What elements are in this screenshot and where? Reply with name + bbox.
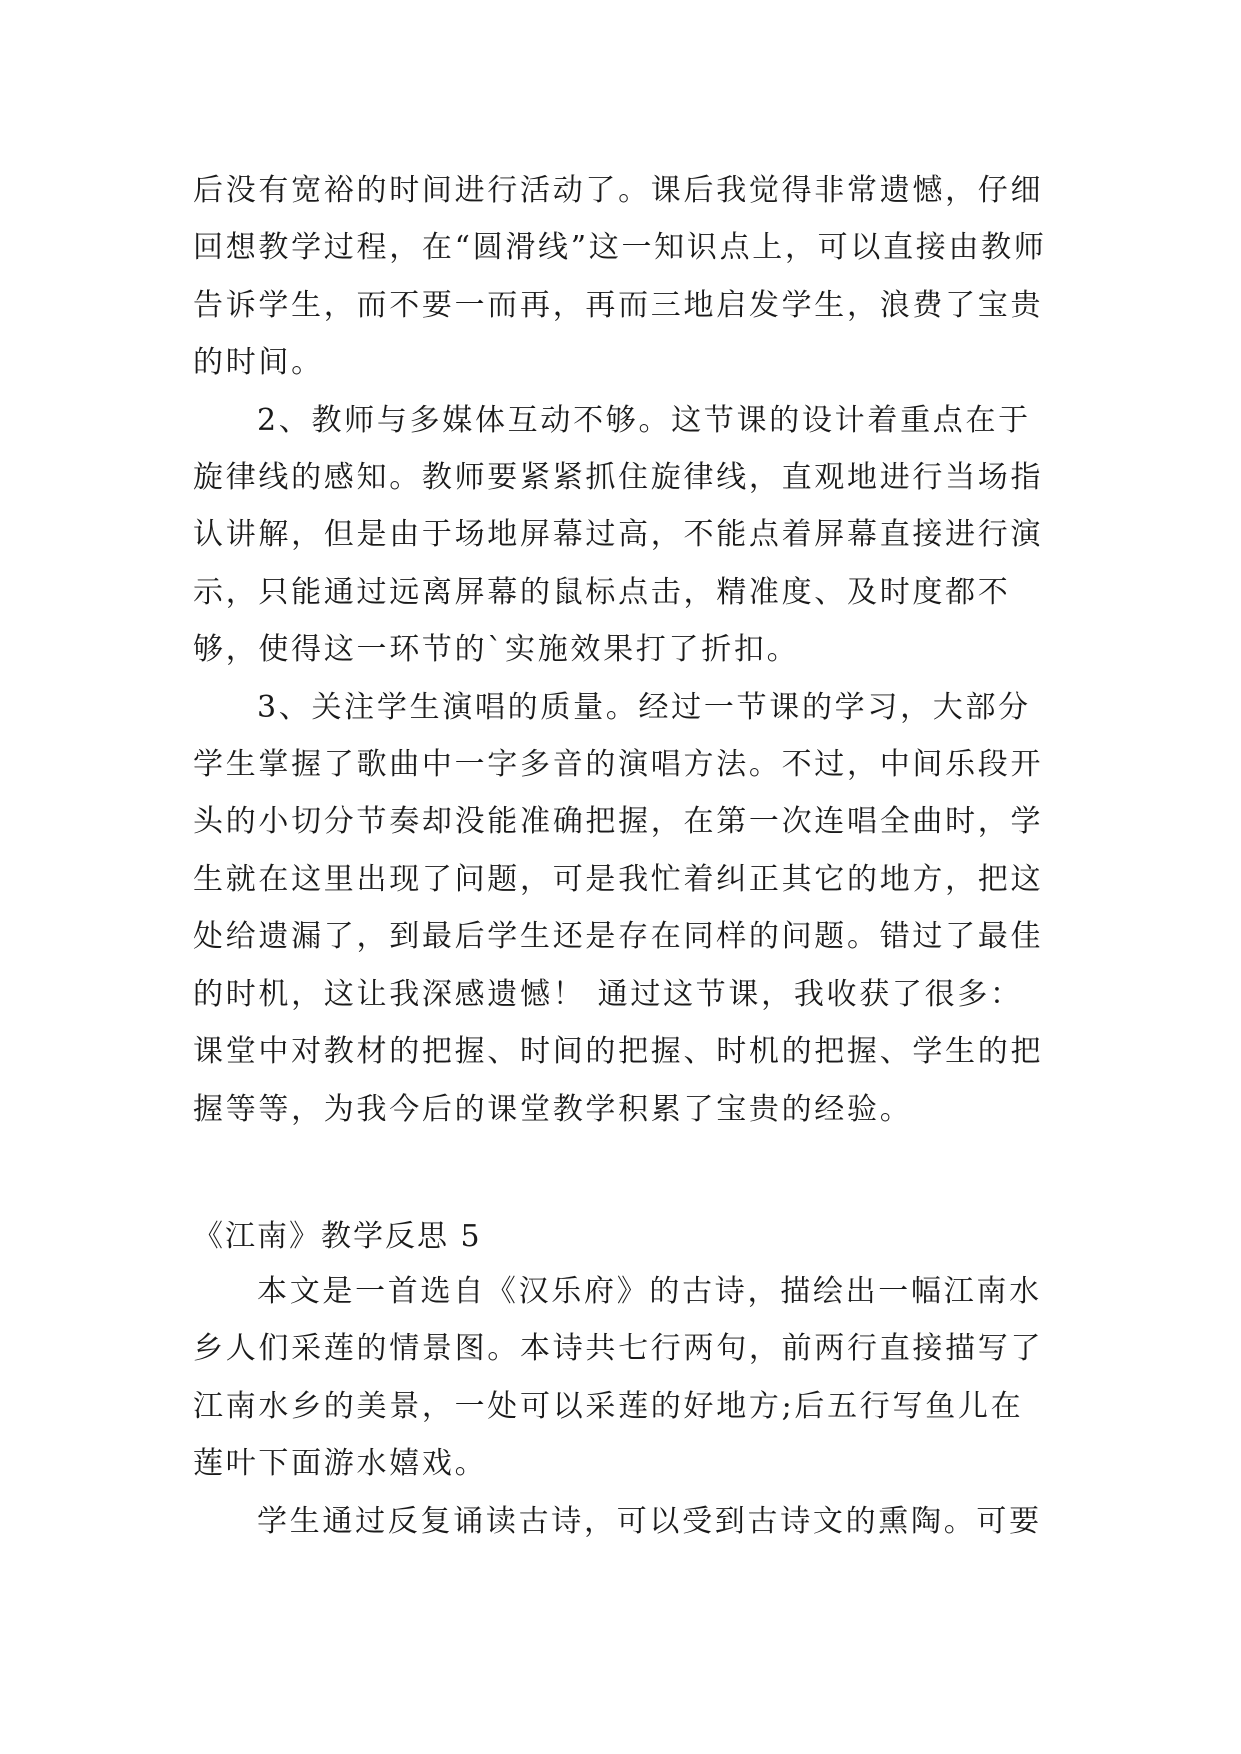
point-3-paragraph: 3、关注学生演唱的质量。经过一节课的学习，大部分学生掌握了歌曲中一字多音的演唱方法。不过，中间乐段开头的小切分节奏却没能准确把握，在第一次连唱全曲时，学生就在这里出现了问题，可是我忙着纠正其它的地方，把这处给遗漏了，到最后学生还是存在同样的问题。错过了最佳的时机，这让我深感遗憾！ 通过这节课，我收获了很多：课堂中对教材的把握、时间的把握、时机的把握、学生的把握等等，为我今后的课堂教学积累了宝贵的经验。 [193, 689, 1044, 1127]
section-paragraph-2: 学生通过反复诵读古诗，可以受到古诗文的熏陶。可要 [257, 1503, 1042, 1539]
point-2-paragraph: 2、教师与多媒体互动不够。这节课的设计着重点在于旋律线的感知。教师要紧紧抓住旋律线，直观地进行当场指认讲解，但是由于场地屏幕过高，不能点着屏幕直接进行演示，只能通过远离屏幕的鼠标点击，精准度、及时度都不够，使得这一环节的`实施效果打了折扣。 [193, 402, 1044, 668]
section-paragraph-1: 本文是一首选自《汉乐府》的古诗，描绘出一幅江南水乡人们采莲的情景图。本诗共七行两句，前两行直接描写了江南水乡的美景，一处可以采莲的好地方;后五行写鱼儿在莲叶下面游水嬉戏。 [193, 1274, 1044, 1482]
reflection-body [193, 162, 1053, 1138]
section-title: 《江南》教学反思 5 [193, 1219, 482, 1254]
intro-paragraph: 后没有宽裕的时间进行活动了。课后我觉得非常遗憾，仔细回想教学过程，在“圆滑线”这一知识点上，可以直接由教师告诉学生，而不要一而再，再而三地启发学生，浪费了宝贵的时间。 [193, 173, 1047, 381]
section-body [193, 1263, 1053, 1550]
